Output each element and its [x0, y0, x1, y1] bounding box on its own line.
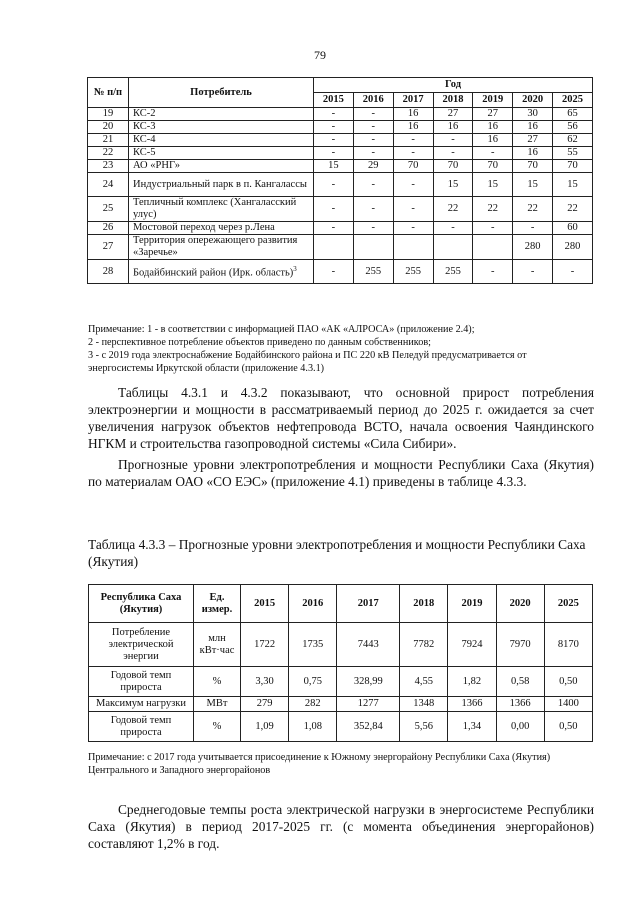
value-cell: 255 — [353, 260, 393, 284]
value-cell: 15 — [433, 173, 473, 197]
year-header: 2016 — [353, 93, 393, 108]
consumer-name-text: Бодайбинский район (Ирк. область) — [133, 267, 294, 279]
value-cell: 1722 — [241, 623, 289, 667]
value-cell: - — [353, 173, 393, 197]
value-cell: 255 — [393, 260, 433, 284]
unit-cell: % — [194, 667, 241, 697]
page-number: 79 — [314, 48, 326, 62]
consumer-name — [129, 147, 314, 160]
row-number: 27 — [88, 235, 129, 260]
value-cell: 0,58 — [496, 667, 544, 697]
unit-cell: % — [194, 712, 241, 742]
table-row — [88, 260, 593, 284]
year-header: 2020 — [496, 585, 544, 623]
value-cell: 1277 — [337, 697, 400, 712]
value-cell: 0,50 — [544, 667, 592, 697]
table-row — [88, 147, 593, 160]
value-cell: 7782 — [400, 623, 448, 667]
indicator-name: Годовой темп прироста — [89, 712, 194, 742]
value-cell: 1,82 — [448, 667, 496, 697]
value-cell: 255 — [433, 260, 473, 284]
value-cell: 352,84 — [337, 712, 400, 742]
value-cell: - — [393, 197, 433, 222]
consumer-name — [129, 134, 314, 147]
year-header: 2019 — [473, 93, 513, 108]
table-row — [88, 134, 593, 147]
value-cell: - — [473, 147, 513, 160]
value-cell: - — [314, 173, 354, 197]
value-cell: 7443 — [337, 623, 400, 667]
table-row — [88, 108, 593, 121]
consumer-name-text: КС-5 — [133, 147, 156, 158]
value-cell: 7924 — [448, 623, 496, 667]
col-region-header: Республика Саха (Якутия) — [89, 585, 194, 623]
value-cell: 16 — [393, 108, 433, 121]
note-line: 2 - перспективное потребление объектов приведено по данным собственников; — [88, 337, 431, 348]
value-cell: 1,08 — [289, 712, 337, 742]
value-cell: 27 — [433, 108, 473, 121]
col-num-header: № п/п — [88, 78, 129, 108]
value-cell: 282 — [289, 697, 337, 712]
value-cell: 16 — [473, 134, 513, 147]
value-cell: 27 — [513, 134, 553, 147]
value-cell: - — [314, 121, 354, 134]
consumer-name — [129, 260, 314, 284]
value-cell: 7970 — [496, 623, 544, 667]
value-cell: 16 — [473, 121, 513, 134]
value-cell: 29 — [353, 160, 393, 173]
value-cell: 16 — [433, 121, 473, 134]
consumer-name — [129, 235, 314, 260]
unit-cell: млн кВт·час — [194, 623, 241, 667]
value-cell: - — [314, 197, 354, 222]
year-header: 2020 — [513, 93, 553, 108]
footnote-mark: 3 — [293, 265, 297, 274]
value-cell: 70 — [393, 160, 433, 173]
value-cell — [433, 235, 473, 260]
year-header: 2019 — [448, 585, 496, 623]
value-cell: - — [473, 260, 513, 284]
value-cell: 5,56 — [400, 712, 448, 742]
value-cell: 62 — [553, 134, 593, 147]
value-cell: - — [314, 108, 354, 121]
year-header: 2018 — [400, 585, 448, 623]
value-cell: - — [353, 197, 393, 222]
row-number: 26 — [88, 222, 129, 235]
value-cell: 30 — [513, 108, 553, 121]
value-cell: 280 — [553, 235, 593, 260]
year-header: 2015 — [241, 585, 289, 623]
value-cell: 16 — [513, 121, 553, 134]
value-cell: 70 — [553, 160, 593, 173]
table-row — [88, 173, 593, 197]
year-header: 2015 — [314, 93, 354, 108]
indicator-name: Максимум нагрузки — [89, 697, 194, 712]
table-row — [89, 712, 593, 742]
row-number: 23 — [88, 160, 129, 173]
forecast-table — [88, 584, 593, 742]
value-cell: - — [433, 222, 473, 235]
consumer-name-text: КС-2 — [133, 108, 156, 119]
table-caption: Таблица 4.3.3 – Прогнозные уровни электропотребления и мощности Республики Саха (Якутия) — [88, 537, 586, 569]
value-cell — [473, 235, 513, 260]
col-unit-header: Ед. измер. — [194, 585, 241, 623]
value-cell: 16 — [393, 121, 433, 134]
value-cell: - — [353, 147, 393, 160]
table-row — [89, 697, 593, 712]
value-cell: 70 — [433, 160, 473, 173]
consumer-name-text: Территория опережающего развития «Заречье» — [133, 235, 298, 258]
value-cell: 56 — [553, 121, 593, 134]
value-cell: 22 — [513, 197, 553, 222]
value-cell — [393, 235, 433, 260]
value-cell: 22 — [433, 197, 473, 222]
value-cell: - — [433, 147, 473, 160]
year-header: 2017 — [393, 93, 433, 108]
table-row — [89, 623, 593, 667]
table-row — [88, 160, 593, 173]
value-cell: - — [553, 260, 593, 284]
value-cell: 0,50 — [544, 712, 592, 742]
row-number: 21 — [88, 134, 129, 147]
value-cell: 60 — [553, 222, 593, 235]
year-header: 2025 — [544, 585, 592, 623]
value-cell: 280 — [513, 235, 553, 260]
consumer-name — [129, 121, 314, 134]
table-row — [88, 121, 593, 134]
consumer-name — [129, 173, 314, 197]
value-cell: 0,00 — [496, 712, 544, 742]
col-year-header: Год — [314, 78, 593, 93]
value-cell: 1348 — [400, 697, 448, 712]
value-cell: - — [314, 260, 354, 284]
value-cell: 328,99 — [337, 667, 400, 697]
col-consumer-header: Потребитель — [129, 78, 314, 108]
indicator-name: Годовой темп прироста — [89, 667, 194, 697]
row-number: 22 — [88, 147, 129, 160]
value-cell: - — [393, 147, 433, 160]
consumers-table — [87, 77, 593, 284]
value-cell: 1,34 — [448, 712, 496, 742]
table-row — [88, 197, 593, 222]
value-cell: 16 — [513, 147, 553, 160]
value-cell: 279 — [241, 697, 289, 712]
value-cell: 1400 — [544, 697, 592, 712]
row-number: 20 — [88, 121, 129, 134]
row-number: 19 — [88, 108, 129, 121]
value-cell: 70 — [513, 160, 553, 173]
value-cell: - — [473, 222, 513, 235]
consumer-name — [129, 108, 314, 121]
table1-notes — [88, 323, 594, 375]
value-cell: - — [353, 121, 393, 134]
year-header: 2018 — [433, 93, 473, 108]
table-row — [88, 222, 593, 235]
value-cell: - — [393, 134, 433, 147]
paragraph-conclusion: Среднегодовые темпы роста электрической нагрузки в энергосистеме Республики Саха (Якутия) в период 2017-2025 гг. (с момента объединения энергорайонов) составляют 1,2% в год. — [88, 802, 594, 851]
year-header: 2017 — [337, 585, 400, 623]
note-line: 3 - с 2019 года электроснабжение Бодайбинского района и ПС 220 кВ Пеледуй предусматривается от энергосистемы Иркутской области (приложение 4.3.1) — [88, 350, 527, 374]
value-cell: - — [353, 222, 393, 235]
value-cell: 1,09 — [241, 712, 289, 742]
value-cell — [353, 235, 393, 260]
consumer-name — [129, 222, 314, 235]
value-cell: 1735 — [289, 623, 337, 667]
value-cell: 22 — [553, 197, 593, 222]
value-cell: 4,55 — [400, 667, 448, 697]
consumer-name-text: КС-4 — [133, 134, 156, 145]
value-cell: 70 — [473, 160, 513, 173]
consumer-name-text: КС-3 — [133, 121, 156, 132]
value-cell: 22 — [473, 197, 513, 222]
consumer-name-text: АО «РНГ» — [133, 160, 180, 171]
value-cell: - — [393, 222, 433, 235]
value-cell: 27 — [473, 108, 513, 121]
value-cell: - — [433, 134, 473, 147]
year-header: 2016 — [289, 585, 337, 623]
paragraph-forecast: Прогнозные уровни электропотребления и мощности Республики Саха (Якутия) по материалам ОАО «СО ЕЭС» (приложение 4.1) приведены в таблице 4.3.3. — [88, 457, 594, 489]
value-cell: 1366 — [496, 697, 544, 712]
value-cell: - — [513, 260, 553, 284]
row-number: 28 — [88, 260, 129, 284]
value-cell: 15 — [314, 160, 354, 173]
value-cell: 0,75 — [289, 667, 337, 697]
consumer-name-text: Тепличный комплекс (Хангаласский улус) — [133, 197, 297, 220]
paragraph-growth: Таблицы 4.3.1 и 4.3.2 показывают, что основной прирост потребления электроэнергии и мощности в рассматриваемый период до 2025 г. ожидается за счет увеличения нагрузок объектов нефтепровода ВСТО, начала освоения Чаяндинского НГКМ и строительства газопроводной системы «Сила Сибири». — [88, 385, 594, 451]
value-cell: - — [513, 222, 553, 235]
value-cell: - — [314, 222, 354, 235]
value-cell: 15 — [553, 173, 593, 197]
value-cell: - — [314, 147, 354, 160]
value-cell: 65 — [553, 108, 593, 121]
consumer-name-text: Мостовой переход через р.Лена — [133, 222, 275, 233]
unit-cell: МВт — [194, 697, 241, 712]
table-row — [89, 667, 593, 697]
value-cell — [314, 235, 354, 260]
consumer-name-text: Индустриальный парк в п. Кангалассы — [133, 178, 307, 190]
value-cell: 15 — [473, 173, 513, 197]
value-cell: - — [314, 134, 354, 147]
row-number: 25 — [88, 197, 129, 222]
consumer-name — [129, 160, 314, 173]
value-cell: - — [393, 173, 433, 197]
value-cell: 55 — [553, 147, 593, 160]
value-cell: 3,30 — [241, 667, 289, 697]
value-cell: 1366 — [448, 697, 496, 712]
table-row — [88, 235, 593, 260]
value-cell: - — [353, 108, 393, 121]
value-cell: 8170 — [544, 623, 592, 667]
row-number: 24 — [88, 173, 129, 197]
value-cell: - — [353, 134, 393, 147]
note-line: Примечание: 1 - в соответствии с информацией ПАО «АК «АЛРОСА» (приложение 2.4); — [88, 324, 475, 335]
value-cell: 15 — [513, 173, 553, 197]
table2-note: Примечание: с 2017 года учитывается присоединение к Южному энергорайону Республики Саха (Якутия) Центрального и Западного энергорайонов — [88, 752, 551, 776]
year-header: 2025 — [553, 93, 593, 108]
indicator-name: Потребление электрической энергии — [89, 623, 194, 667]
consumer-name — [129, 197, 314, 222]
